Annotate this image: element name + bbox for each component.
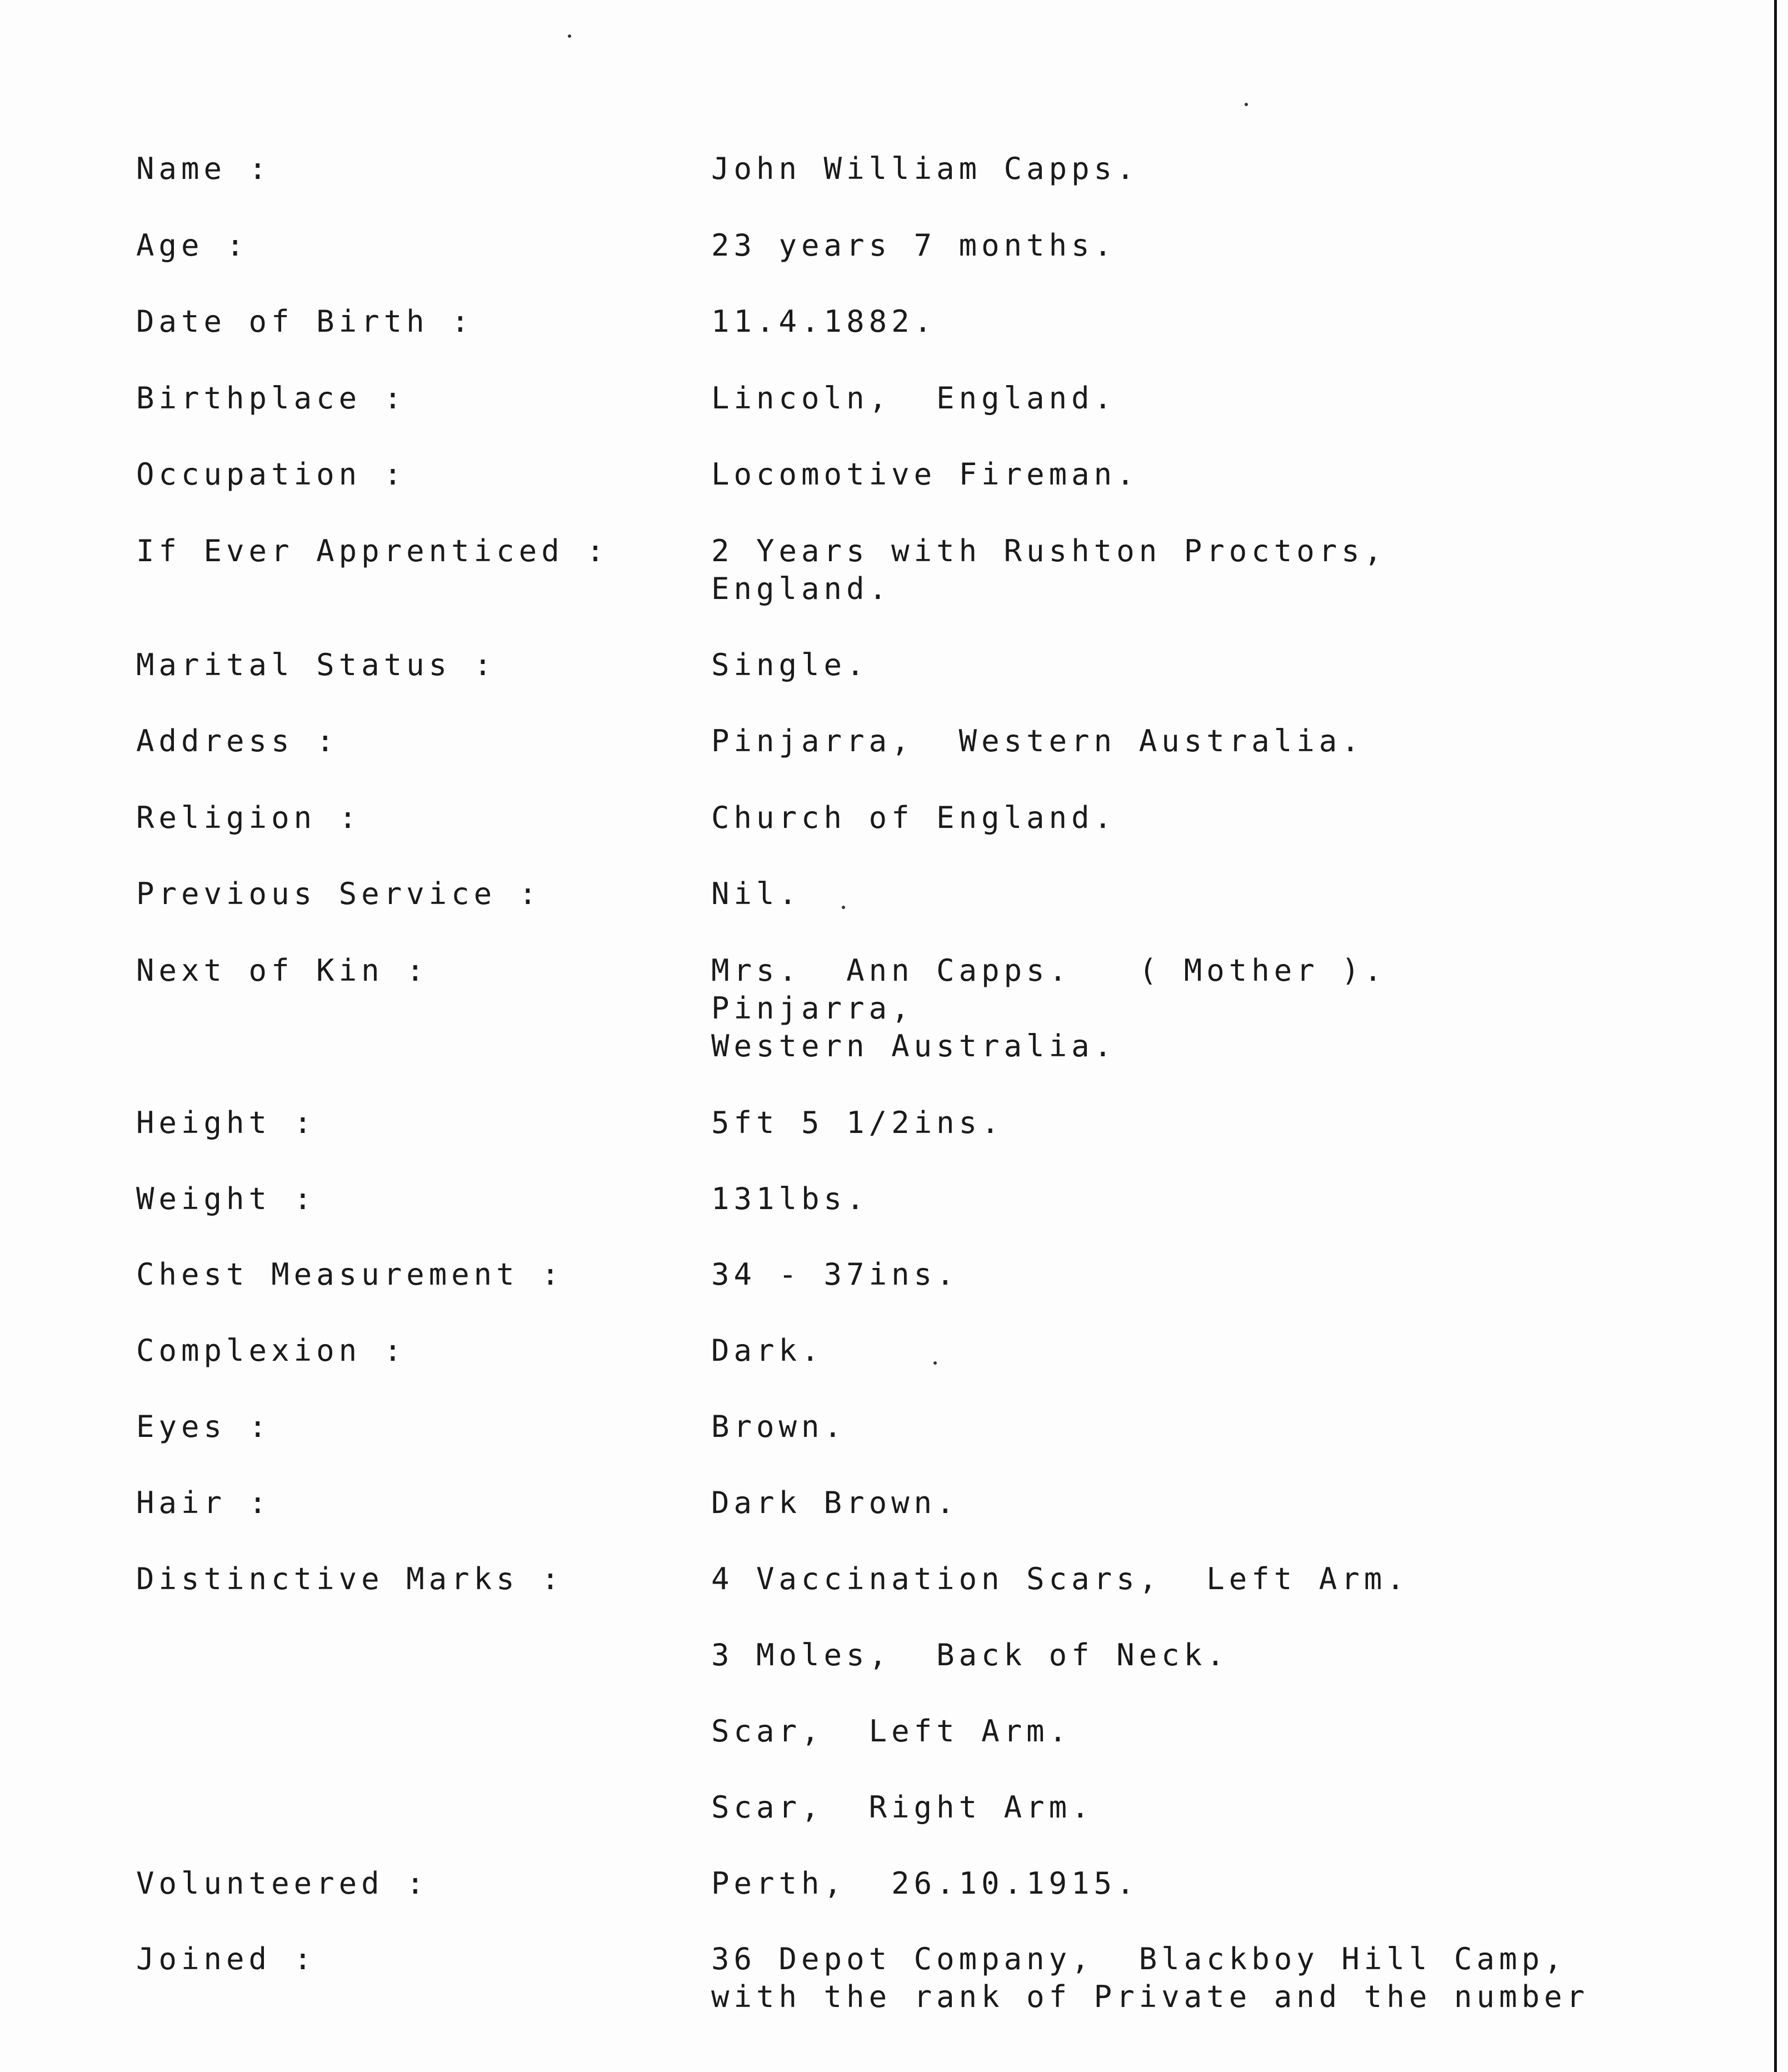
field-label: Address : — [136, 723, 339, 758]
field-label: If Ever Apprenticed : — [136, 533, 609, 568]
field-value-line: Nil. — [711, 876, 802, 911]
field-label: Religion : — [136, 800, 362, 835]
field-value-line: 131lbs. — [711, 1181, 869, 1216]
field-value-line: England. — [711, 571, 892, 606]
field-value-line: Single. — [711, 647, 869, 682]
field-label: Name : — [136, 151, 272, 186]
field-value-line: 5ft 5 1/2ins. — [711, 1105, 1004, 1140]
field-value-line: 23 years 7 months. — [711, 228, 1117, 263]
ink-speck — [933, 1361, 937, 1365]
field-label: Eyes : — [136, 1409, 272, 1444]
field-label: Next of Kin : — [136, 953, 429, 988]
field-value-line: Dark. — [711, 1333, 824, 1368]
field-value-line: 4 Vaccination Scars, Left Arm. — [711, 1561, 1409, 1596]
field-value-line: Mrs. Ann Capps. ( Mother ). — [711, 953, 1387, 988]
page-edge-line — [1774, 0, 1777, 2072]
field-value-line: 11.4.1882. — [711, 304, 937, 339]
field-value-line: 34 - 37ins. — [711, 1257, 959, 1292]
field-value-line: Perth, 26.10.1915. — [711, 1866, 1139, 1901]
field-value-line: Western Australia. — [711, 1028, 1117, 1064]
field-label: Age : — [136, 228, 249, 263]
field-label: Volunteered : — [136, 1866, 429, 1901]
field-value-line: Lincoln, England. — [711, 381, 1117, 416]
field-label: Chest Measurement : — [136, 1257, 564, 1292]
field-value-line: Pinjarra, — [711, 991, 914, 1026]
field-value-line: 3 Moles, Back of Neck. — [711, 1637, 1229, 1672]
field-value-line: 2 Years with Rushton Proctors, — [711, 533, 1387, 568]
field-label: Complexion : — [136, 1333, 407, 1368]
field-value-line: John William Capps. — [711, 151, 1139, 186]
field-label: Hair : — [136, 1485, 272, 1520]
field-label: Distinctive Marks : — [136, 1561, 564, 1596]
field-label: Previous Service : — [136, 876, 542, 911]
field-label: Weight : — [136, 1181, 317, 1216]
field-value-line: with the rank of Private and the number — [711, 1979, 1589, 2014]
field-value-line: Church of England. — [711, 800, 1117, 835]
field-label: Birthplace : — [136, 381, 407, 416]
field-label: Joined : — [136, 1941, 317, 1976]
field-label: Marital Status : — [136, 647, 497, 682]
field-value-line: 36 Depot Company, Blackboy Hill Camp, — [711, 1941, 1567, 1976]
ink-speck — [568, 34, 571, 38]
field-value-line: Brown. — [711, 1409, 847, 1444]
field-label: Height : — [136, 1105, 317, 1140]
field-value-line: Scar, Right Arm. — [711, 1790, 1094, 1825]
field-value-line: Dark Brown. — [711, 1485, 959, 1520]
field-value-line: Pinjarra, Western Australia. — [711, 723, 1364, 758]
ink-speck — [842, 906, 845, 909]
field-value-line: Scar, Left Arm. — [711, 1714, 1072, 1749]
field-label: Occupation : — [136, 457, 407, 492]
field-label: Date of Birth : — [136, 304, 474, 339]
ink-speck — [1245, 103, 1248, 106]
field-value-line: Locomotive Fireman. — [711, 457, 1139, 492]
